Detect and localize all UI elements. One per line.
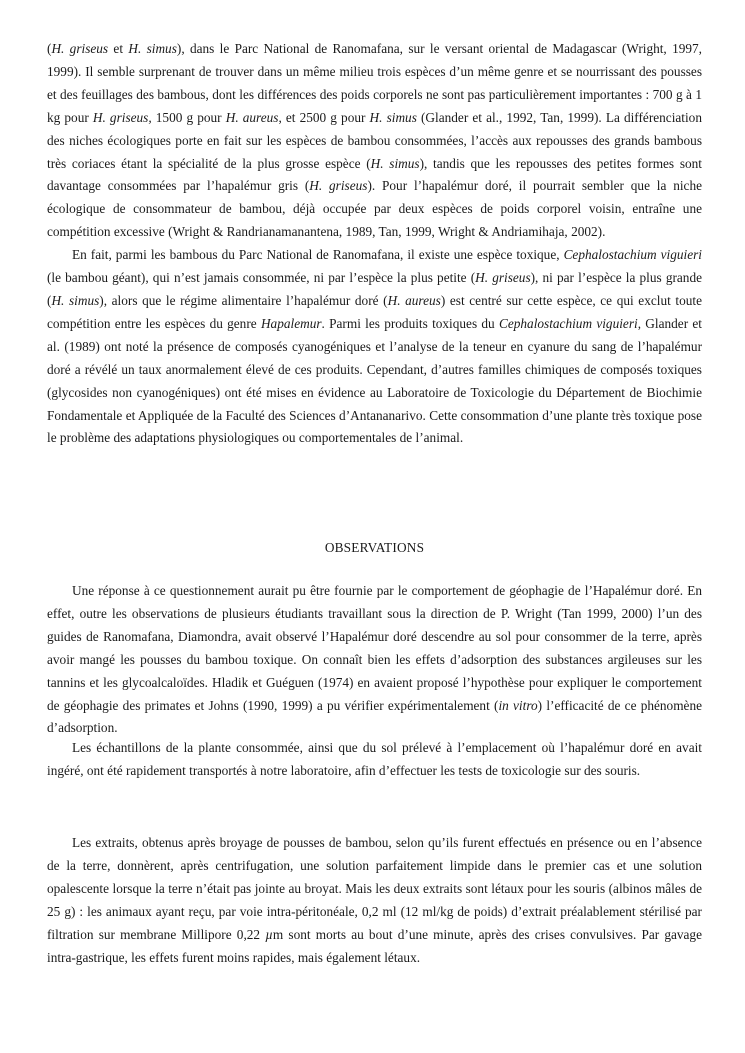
text-run: ( bbox=[47, 41, 52, 56]
italic-text: H. griseus bbox=[475, 270, 531, 286]
text-run: (le bambou géant), qui n’est jamais consommée, ni par l’espèce la plus petite ( bbox=[47, 270, 476, 286]
italic-text: H. simus bbox=[128, 41, 177, 56]
text-block-introduction bbox=[47, 38, 702, 450]
text-block-observations bbox=[47, 580, 702, 740]
italic-text: H. griseus bbox=[309, 178, 368, 194]
text-run: Les échantillons de la plante consommée, ainsi que du sol prélevé à l’emplacement où l’hapalémur doré en avait ingéré, ont été rapidement transportés à notre laboratoire, afin d’effectuer les tests de toxicologie sur des souris. bbox=[47, 740, 702, 778]
section-heading: OBSERVATIONS bbox=[324, 540, 425, 555]
italic-text: Cephalostachium viguieri bbox=[498, 315, 638, 331]
text-run: ), ni par l’espèce la plus grande ( bbox=[47, 270, 702, 308]
italic-text: H. simus bbox=[51, 292, 100, 308]
text-run: , Glander et al. (1989) ont noté la présence de composés cyanogéniques et l’analyse de la teneur en cyanure du sang de l’hapalémur doré a révélé un taux anormalement élevé de ces produits. Cependant, d’autres familles chimiques de composés toxiques (glycosides non cyanogéniques) ont été mises en évidence au Laboratoire de Toxicologie du Département de Biochimie Fondamentale et Appliquée de la Faculté des Sciences d’Antananarivo. Cette consommation d’une plante très toxique pose le problème des adaptations physiologiques ou comportementales de l’animal. bbox=[47, 315, 702, 446]
text-run: 1500 g pour bbox=[151, 109, 226, 125]
text-run: ) l’efficacité de ce phénomène d’adsorption. bbox=[47, 697, 703, 736]
text-run: m sont morts au bout d’une minute, après des crises convulsives. Par gavage intra-gastrique, les effets furent moins rapides, mais également létaux. bbox=[47, 926, 702, 965]
text-run: , et 2500 g pour bbox=[278, 109, 370, 125]
text-run: et bbox=[108, 41, 129, 56]
text-run: . Parmi les produits toxiques du bbox=[321, 315, 499, 331]
italic-text: H. griseus, bbox=[92, 109, 152, 125]
text-run: Les extraits, obtenus après broyage de pousses de bambou, selon qu’ils furent effectués en présence ou en l’absence de la terre, donnèrent, après centrifugation, une solution parfaitement limpide dans le premier cas et une solution opalescente lorsque la terre n’était pas jointe au broyat. Mais les deux extraits sont létaux pour les souris (albinos mâles de 25 g) : les animaux ayant reçu, par voie intra-péritonéale, 0,2 ml (12 ml/kg de poids) d’extrait préalablement stérilisé par filtration sur membrane Millipore 0,22 bbox=[47, 835, 702, 942]
italic-text: H. aureus bbox=[387, 292, 441, 308]
italic-text: in vitro bbox=[498, 697, 538, 713]
paragraph bbox=[47, 832, 702, 969]
italic-text: H. griseus bbox=[51, 41, 109, 56]
text-run: ), dans le Parc National de Ranomafana, sur le versant oriental de Madagascar (Wright, 1997, 1999). Il semble surprenant de trouver dans un même milieu trois espèces d’un même genre et se nourrissant des pousses et des feuillages des bambous, dont les différences des poids corporels ne sont pas particulièrement importantes : 700 g à 1 kg pour bbox=[47, 41, 702, 125]
paragraph bbox=[47, 737, 702, 783]
paragraph bbox=[47, 580, 702, 740]
text-run: ), tandis que les repousses des petites formes sont davantage consommées par l’hapalémur gris ( bbox=[47, 155, 702, 194]
paragraph bbox=[47, 38, 702, 244]
italic-text: H. aureus bbox=[225, 109, 279, 125]
text-run: Une réponse à ce questionnement aurait pu être fournie par le comportement de géophagie de l’Hapalémur doré. En effet, outre les observations de plusieurs étudiants travaillant sous la direction de P. Wright (Tan 1999, 2000) l’un des guides de Ranomafana, Diamondra, avait observé l’Hapalémur doré descendre au sol pour consommer de la terre, après avoir mangé les pousses du bambou toxique. On connaît bien les effets d’adsorption des substances argileuses sur les tannins et les glycoalcaloïdes. Hladik et Guéguen (1974) en avaient proposé l’hypothèse pour expliquer le comportement de géophagie des primates et Johns (1990, 1999) a pu vérifier expérimentalement ( bbox=[47, 583, 702, 713]
text-run: ), alors que le régime alimentaire l’hapalémur doré ( bbox=[99, 292, 388, 308]
text-run: ). Pour l’hapalémur doré, il pourrait sembler que la niche écologique de consommateur de bambou, déjà occupée par deux espèces de poids corporel voisin, entraîne une compétition excessive (Wright & Randrianamanantena, 1989, Tan, 1999, Wright & Andriamihaja, 2002). bbox=[47, 178, 703, 240]
italic-text: H. simus bbox=[369, 109, 417, 125]
italic-text: Cephalostachium viguieri bbox=[563, 247, 702, 263]
paragraph bbox=[47, 244, 702, 450]
text-block-extracts bbox=[47, 832, 702, 969]
italic-text: Hapalemur bbox=[260, 315, 322, 331]
italic-text: H. simus bbox=[370, 155, 420, 171]
text-run: ) est centré sur cette espèce, ce qui exclut toute compétition entre les espèces du genre bbox=[47, 292, 702, 331]
text-block-samples bbox=[47, 737, 702, 783]
text-run: En fait, parmi les bambous du Parc National de Ranomafana, il existe une espèce toxique, bbox=[72, 247, 564, 263]
text-run: (Glander et al., 1992, Tan, 1999). La différenciation des niches écologiques porte en fait sur les espèces de bambou consommées, l’accès aux repousses des grands bambous très coriaces étant la spécialité de la plus grosse espèce ( bbox=[47, 109, 702, 171]
italic-text: µ bbox=[265, 926, 273, 942]
